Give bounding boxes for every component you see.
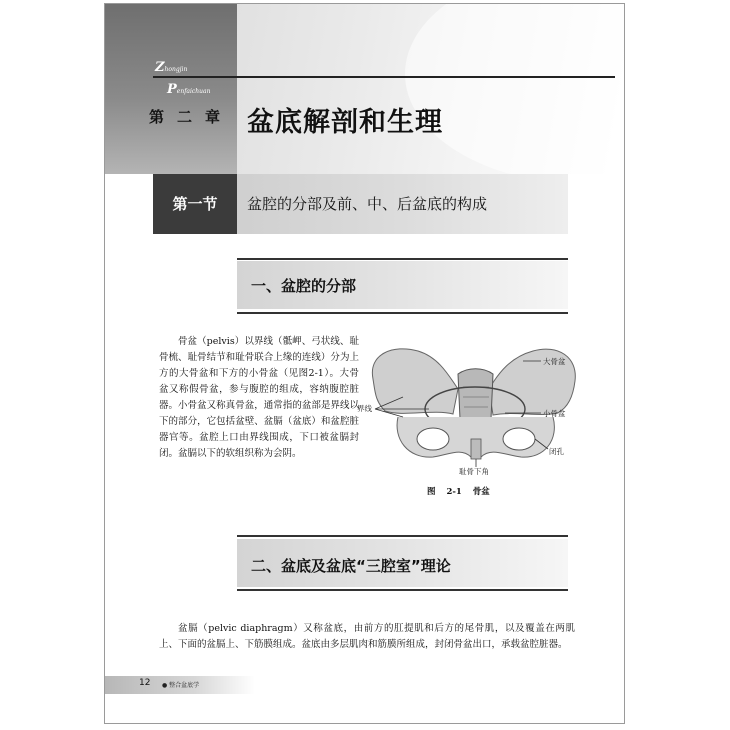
subsection-1-rule-top <box>237 258 568 260</box>
figure-caption: 图 2-1 骨盆 <box>427 487 490 497</box>
subsection-2-title: 二、盆底及盆底“三腔室”理论 <box>251 557 451 575</box>
decor-word-p: enfaichuan <box>176 88 211 95</box>
decor-letter-p: P <box>167 82 177 97</box>
chapter-title: 盆底解剖和生理 <box>247 107 443 138</box>
pelvis-figure <box>357 339 593 479</box>
page-number: 12 <box>139 678 151 688</box>
section-title: 盆腔的分部及前、中、后盆底的构成 <box>247 195 488 213</box>
subsection-1-rule-bottom <box>237 312 568 314</box>
decor-letter-z: Z <box>155 60 165 75</box>
paragraph-pelvis: 骨盆（pelvis）以界线（骶岬、弓状线、耻骨梳、耻骨结节和耻骨联合上缘的连线）分为上方的大骨盆和下方的小骨盆（见图2-1）。大骨盆又称假骨盆，参与腹腔的组成，容纳腹腔脏器。小骨盆又称真骨盆，通常指的盆部是界线以下的部分，它包括盆壁、盆膈（盆底）和盆腔脏器官等。盆腔上口由界线围成，下口被盆膈封闭。盆膈以下的软组织称为会阴。 <box>159 336 359 459</box>
chapter-number: 第二章 <box>149 108 234 126</box>
subsection-2-rule-bottom <box>237 589 568 591</box>
label-greater-pelvis: 大骨盆 <box>543 357 566 366</box>
header-rule <box>153 76 615 78</box>
book-page <box>104 3 625 724</box>
label-obturator: 闭孔 <box>549 447 564 456</box>
decor-word-z: hongjin <box>164 66 188 73</box>
subsection-2-rule-top <box>237 535 568 537</box>
label-lesser-pelvis: 小骨盆 <box>543 409 566 418</box>
footer-book-title: ● 整合盆底学 <box>162 682 200 689</box>
section-label: 第一节 <box>153 174 237 234</box>
decor-initials-z <box>155 56 187 75</box>
subsection-1-title: 一、盆腔的分部 <box>251 277 357 295</box>
paragraph-pelvic-diaphragm: 盆膈（pelvic diaphragm）又称盆底，由前方的肛提肌和后方的尾骨肌，以及覆盖在两肌上、下面的盆膈上、下筋膜组成。盆底由多层肌肉和筋膜所组成，封闭骨盆出口，承载盆腔脏器。 <box>159 623 575 650</box>
decor-initials-p <box>167 78 210 97</box>
label-pubic-arch: 耻骨下角 <box>459 467 489 476</box>
label-linea: 界线 <box>357 404 372 413</box>
